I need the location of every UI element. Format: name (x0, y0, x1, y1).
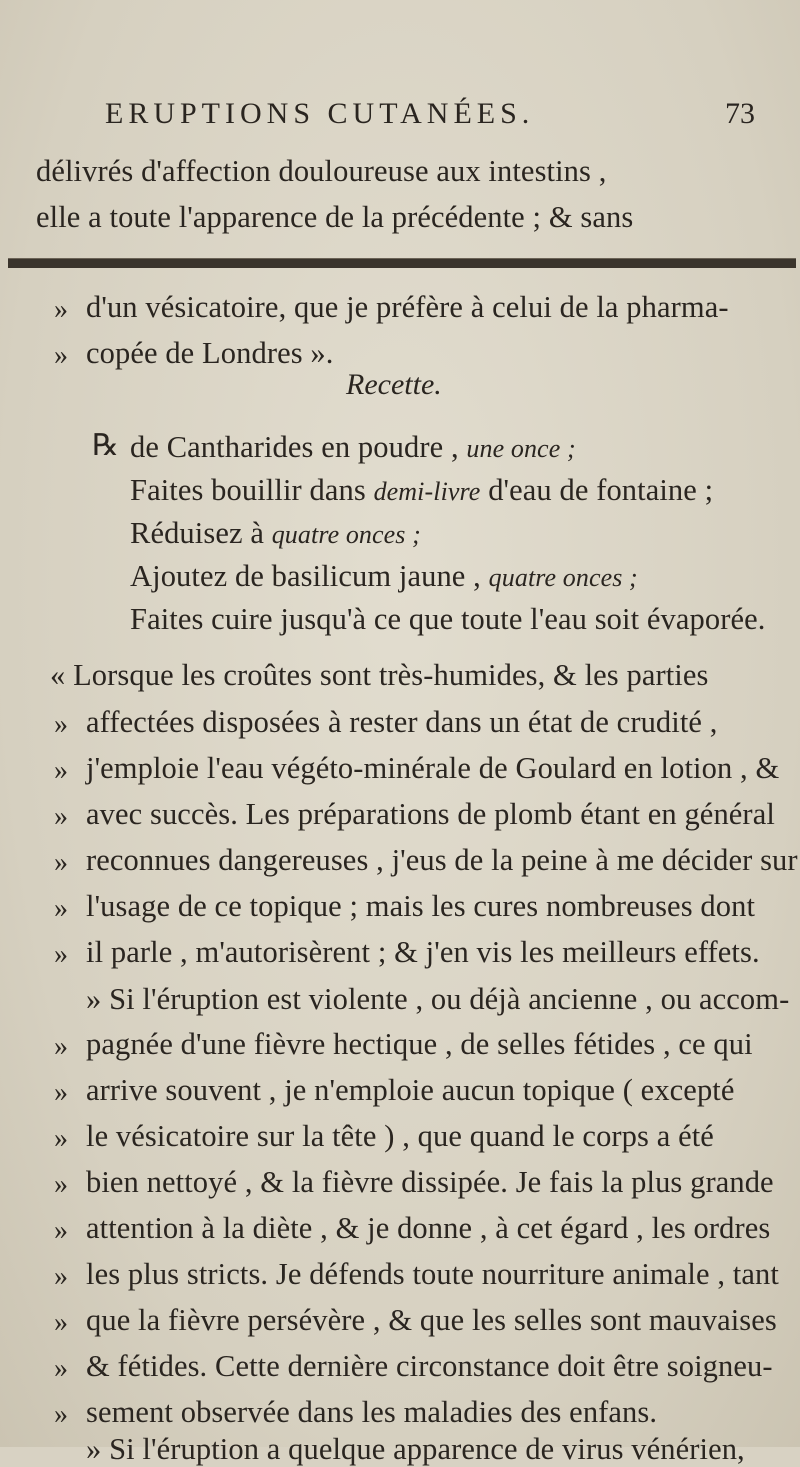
quote-mark: » (54, 294, 68, 325)
text-line: délivrés d'affection douloureuse aux intestins , (36, 154, 607, 188)
text-line: attention à la diète , & je donne , à cet égard , les ordres (86, 1211, 771, 1245)
text-line: pagnée d'une fièvre hectique , de selles fétides , ce qui (86, 1027, 753, 1061)
page-number: 73 (725, 97, 755, 130)
recipe-symbol: ℞ (92, 429, 119, 462)
quote-mark: » (54, 939, 68, 970)
quote-mark: » (54, 1031, 68, 1062)
recipe-quantity: quatre onces ; (488, 563, 638, 592)
recipe-quantity: demi-livre (373, 477, 481, 506)
quote-mark: » (54, 1399, 68, 1430)
recipe-text: Faites bouillir dans (130, 473, 366, 507)
running-header (105, 97, 785, 131)
text-line: copée de Londres ». (86, 336, 334, 370)
quote-mark: » (54, 340, 68, 371)
quote-mark: » (54, 801, 68, 832)
recipe-line (130, 559, 638, 594)
recipe-quantity: une once ; (466, 434, 576, 463)
text-line: avec succès. Les préparations de plomb étant en général (86, 797, 775, 831)
recipe-line (130, 602, 765, 637)
quote-mark: » (54, 709, 68, 740)
text-line: « Lorsque les croûtes sont très-humides, & les parties (50, 658, 709, 692)
quote-mark: » (54, 1215, 68, 1246)
text-line: » Si l'éruption a quelque apparence de virus vénérien, (86, 1432, 745, 1466)
recipe-line (130, 430, 576, 465)
recipe-quantity: quatre onces ; (271, 520, 421, 549)
quote-mark: » (54, 1353, 68, 1384)
quote-mark: » (54, 755, 68, 786)
text-line: il parle , m'autorisèrent ; & j'en vis les meilleurs effets. (86, 935, 760, 969)
text-line: affectées disposées à rester dans un état de crudité , (86, 705, 718, 739)
quote-mark: » (54, 1307, 68, 1338)
text-line: l'usage de ce topique ; mais les cures nombreuses dont (86, 889, 756, 923)
text-line: bien nettoyé , & la fièvre dissipée. Je fais la plus grande (86, 1165, 774, 1199)
recipe-text: Ajoutez de basilicum jaune , (130, 559, 481, 593)
text-line: & fétides. Cette dernière circonstance doit être soigneu- (86, 1349, 773, 1383)
text-line: j'emploie l'eau végéto-minérale de Goulard en lotion , & (86, 751, 780, 785)
recipe-text: Réduisez à (130, 516, 264, 550)
text-line: que la fièvre persévère , & que les selles sont mauvaises (86, 1303, 777, 1337)
text-line: sement observée dans les maladies des enfans. (86, 1395, 658, 1429)
section-divider (8, 258, 796, 268)
recipe-line (130, 473, 713, 508)
quote-mark: » (54, 1169, 68, 1200)
quote-mark: » (54, 1077, 68, 1108)
text-line: le vésicatoire sur la tête ) , que quand le corps a été (86, 1119, 714, 1153)
recipe-title: Recette. (346, 368, 442, 401)
text-line: » Si l'éruption est violente , ou déjà ancienne , ou accom- (86, 982, 790, 1016)
quote-mark: » (54, 893, 68, 924)
text-line: reconnues dangereuses , j'eus de la peine à me décider sur (86, 843, 798, 877)
recipe-text: Faites cuire jusqu'à ce que toute l'eau soit évaporée. (130, 602, 766, 636)
text-line: d'un vésicatoire, que je préfère à celui de la pharma- (86, 290, 729, 324)
quote-mark: » (54, 847, 68, 878)
recipe-text: de Cantharides en poudre , (130, 430, 459, 464)
text-line: elle a toute l'apparence de la précédente ; & sans (36, 200, 634, 234)
running-title: ERUPTIONS CUTANÉES. (105, 97, 535, 130)
recipe-text: d'eau de fontaine ; (488, 473, 714, 507)
text-line: les plus stricts. Je défends toute nourriture animale , tant (86, 1257, 779, 1291)
quote-mark: » (54, 1261, 68, 1292)
recipe-line (130, 516, 421, 551)
text-line: arrive souvent , je n'emploie aucun topique ( excepté (86, 1073, 735, 1107)
quote-mark: » (54, 1123, 68, 1154)
